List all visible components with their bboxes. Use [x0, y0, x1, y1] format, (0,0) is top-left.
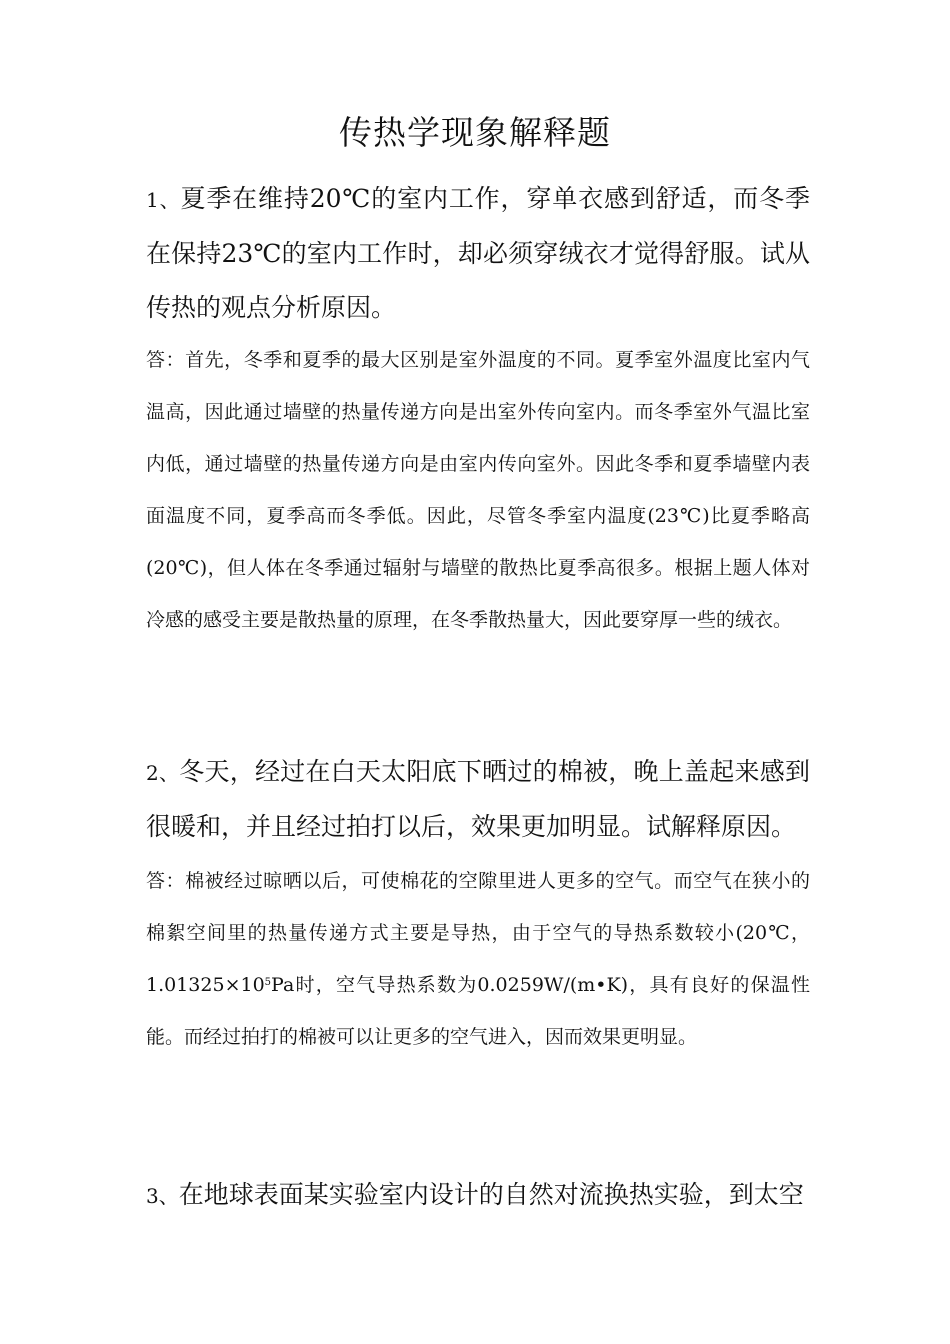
- question-2: [146, 745, 810, 854]
- question-1-number: 1、: [146, 188, 181, 212]
- question-1: [146, 172, 810, 335]
- answer-2-part-2: Pa时，空气导热系数为0.0259W/(m•K)，具有良好的保温性能。而经过拍打的棉被可以让更多的空气进入，因而效果更明显。: [146, 974, 810, 1048]
- document-title: 传热学现象解释题: [339, 113, 611, 152]
- question-3-number: 3、: [146, 1184, 179, 1208]
- answer-2-part-1: 答：棉被经过晾晒以后，可使棉花的空隙里进人更多的空气。而空气在狭小的棉絮空间里的热量传递方式主要是导热，由于空气的导热系数较小(20℃，1.01325×10: [146, 870, 810, 996]
- answer-1: 答：首先，冬季和夏季的最大区别是室外温度的不同。夏季室外温度比室内气温高，因此通过墙壁的热量传递方向是出室外传向室内。而冬季室外气温比室内低，通过墙壁的热量传递方向是由室内传向室外。因此冬季和夏季墙壁内表面温度不同，夏季高而冬季低。因此，尽管冬季室内温度(23℃)比夏季略高(20℃)，但人体在冬季通过辐射与墙壁的散热比夏季高很多。根据上题人体对冷感的感受主要是散热量的原理，在冬季散热量大，因此要穿厚一些的绒衣。: [146, 349, 810, 631]
- question-2-text: 冬天，经过在白天太阳底下晒过的棉被，晚上盖起来感到很暖和，并且经过拍打以后，效果更加明显。试解释原因。: [146, 757, 810, 841]
- answer-2-exponent: 5: [264, 977, 272, 988]
- answer-2: [146, 855, 810, 1063]
- question-3: [146, 1168, 810, 1223]
- question-3-text: 在地球表面某实验室内设计的自然对流换热实验，到太空: [178, 1180, 804, 1209]
- question-2-number: 2、: [146, 761, 180, 785]
- question-1-text: 夏季在维持20℃的室内工作，穿单衣感到舒适，而冬季在保持23℃的室内工作时，却必须穿绒衣才觉得舒服。试从传热的观点分析原因。: [146, 184, 810, 322]
